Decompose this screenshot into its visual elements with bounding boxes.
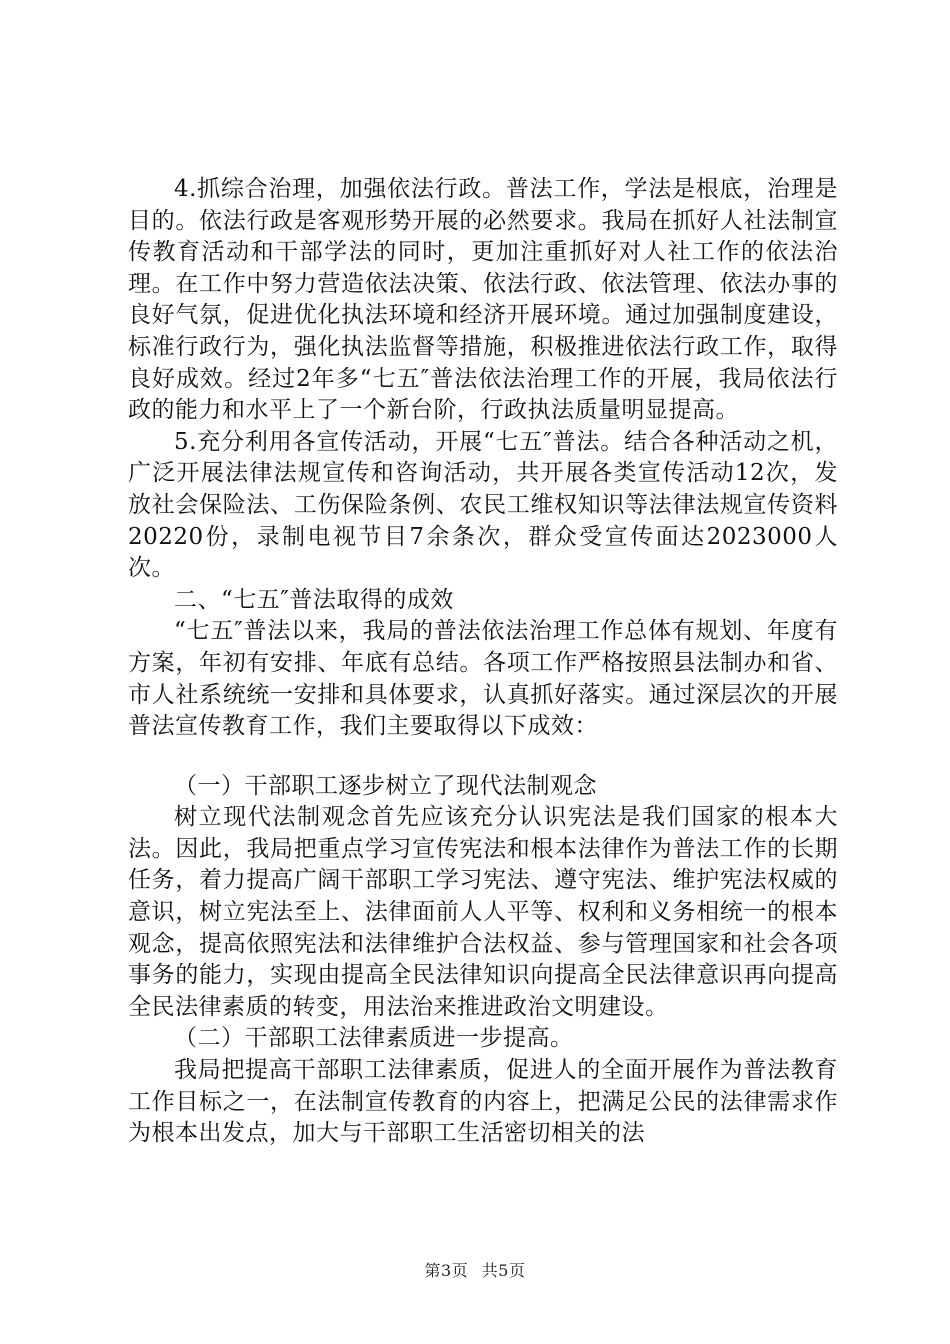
subsection-heading-1: （一）干部职工逐步树立了现代法制观念 <box>174 772 597 799</box>
paragraph-item-4: 4.抓综合治理，加强依法行政。普法工作，学法是根底，治理是目的。依法行政是客观形势开展的必然要求。我局在抓好人社法制宣传教育活动和干部学法的同时，更加注重抓好对人社工作的依法治理。在工作中努力营造依法决策、依法行政、依法管理、依法办事的良好气氛，促进优化执法环境和经济开展环境。通过加强制度建设，标准行政行为，强化执法监督等措施，积极推进依法行政工作，取得良好成效。经过2年多“七五″普法依法治理工作的开展，我局依法行政的能力和水平上了一个新台阶，行政执法质量明显提高。 <box>128 176 838 424</box>
page-total: 共5页 <box>481 1261 526 1280</box>
page-footer <box>0 1258 950 1281</box>
paragraph-spacer <box>128 743 838 771</box>
subsection-heading-2: （二）干部职工法律素质进一步提高。 <box>174 1025 574 1052</box>
document-body <box>128 174 838 1150</box>
subsection-body-1: 树立现代法制观念首先应该充分认识宪法是我们国家的根本大法。因此，我局把重点学习宣传宪法和根本法律作为普法工作的长期任务，着力提高广阔干部职工学习宪法、遵守宪法、维护宪法权威的意识，树立宪法至上、法律面前人人平等、权利和义务相统一的根本观念，提高依照宪法和法律维护合法权益、参与管理国家和社会各项事务的能力，实现由提高全民法律知识向提高全民法律意识再向提高全民法律素质的转变，用法治来推进政治文明建设。 <box>128 804 838 1020</box>
page-number: 第3页 <box>424 1261 469 1280</box>
subsection-body-2: 我局把提高干部职工法律素质，促进人的全面开展作为普法教育工作目标之一，在法制宣传教育的内容上，把满足公民的法律需求作为根本出发点，加大与干部职工生活密切相关的法 <box>128 1057 838 1147</box>
section-heading-achievements: 二、“七五″普法取得的成效 <box>174 586 454 613</box>
section-intro-paragraph: “七五″普法以来，我局的普法依法治理工作总体有规划、年度有方案，年初有安排、年底有总结。各项工作严格按照县法制办和省、市人社系统统一安排和具体要求，认真抓好落实。通过深层次的开展普法宣传教育工作，我们主要取得以下成效： <box>128 618 838 740</box>
paragraph-item-5: 5.充分利用各宣传活动，开展“七五″普法。结合各种活动之机，广泛开展法律法规宣传和咨询活动，共开展各类宣传活动12次，发放社会保险法、工伤保险条例、农民工维权知识等法律法规宣传资料20220份，录制电视节目7余条次，群众受宣传面达2023000人次。 <box>128 428 838 582</box>
